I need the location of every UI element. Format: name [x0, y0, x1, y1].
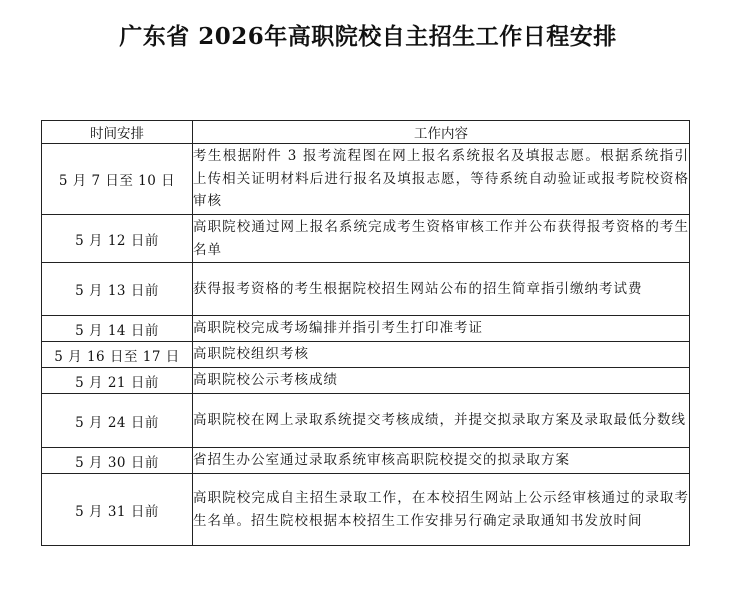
- time-cell: 5 月 21 日前: [42, 368, 193, 394]
- time-cell: 5 月 16 日至 17 日: [42, 342, 193, 368]
- table-row: [42, 448, 690, 474]
- table-row: [42, 342, 690, 368]
- content-cell: 高职院校通过网上报名系统完成考生资格审核工作并公布获得报考资格的考生名单: [193, 215, 690, 263]
- time-cell: 5 月 30 日前: [42, 448, 193, 474]
- time-cell: 5 月 12 日前: [42, 215, 193, 263]
- table-row: [42, 394, 690, 448]
- table-header-row: [42, 121, 690, 144]
- content-cell: 高职院校公示考核成绩: [193, 368, 690, 394]
- time-cell: 5 月 24 日前: [42, 394, 193, 448]
- table-row: [42, 474, 690, 546]
- table-row: [42, 263, 690, 316]
- column-header-content: 工作内容: [193, 121, 690, 144]
- content-cell: 省招生办公室通过录取系统审核高职院校提交的拟录取方案: [193, 448, 690, 474]
- time-cell: 5 月 31 日前: [42, 474, 193, 546]
- time-cell: 5 月 7 日至 10 日: [42, 144, 193, 215]
- content-cell: 获得报考资格的考生根据院校招生网站公布的招生简章指引缴纳考试费: [193, 263, 690, 316]
- table-row: [42, 316, 690, 342]
- page-title: 广东省 2026年高职院校自主招生工作日程安排: [119, 23, 617, 50]
- table-row: [42, 144, 690, 215]
- schedule-table: [41, 120, 690, 546]
- content-cell: 高职院校完成自主招生录取工作，在本校招生网站上公示经审核通过的录取考生名单。招生院校根据本校招生工作安排另行确定录取通知书发放时间: [193, 474, 690, 546]
- content-cell: 高职院校完成考场编排并指引考生打印准考证: [193, 316, 690, 342]
- content-cell: 高职院校组织考核: [193, 342, 690, 368]
- time-cell: 5 月 14 日前: [42, 316, 193, 342]
- table-row: [42, 215, 690, 263]
- time-cell: 5 月 13 日前: [42, 263, 193, 316]
- content-cell: 高职院校在网上录取系统提交考核成绩，并提交拟录取方案及录取最低分数线: [193, 394, 690, 448]
- table-row: [42, 368, 690, 394]
- column-header-time: 时间安排: [42, 121, 193, 144]
- content-cell: 考生根据附件 3 报考流程图在网上报名系统报名及填报志愿。根据系统指引上传相关证明材料后进行报名及填报志愿，等待系统自动验证或报考院校资格审核: [193, 144, 690, 215]
